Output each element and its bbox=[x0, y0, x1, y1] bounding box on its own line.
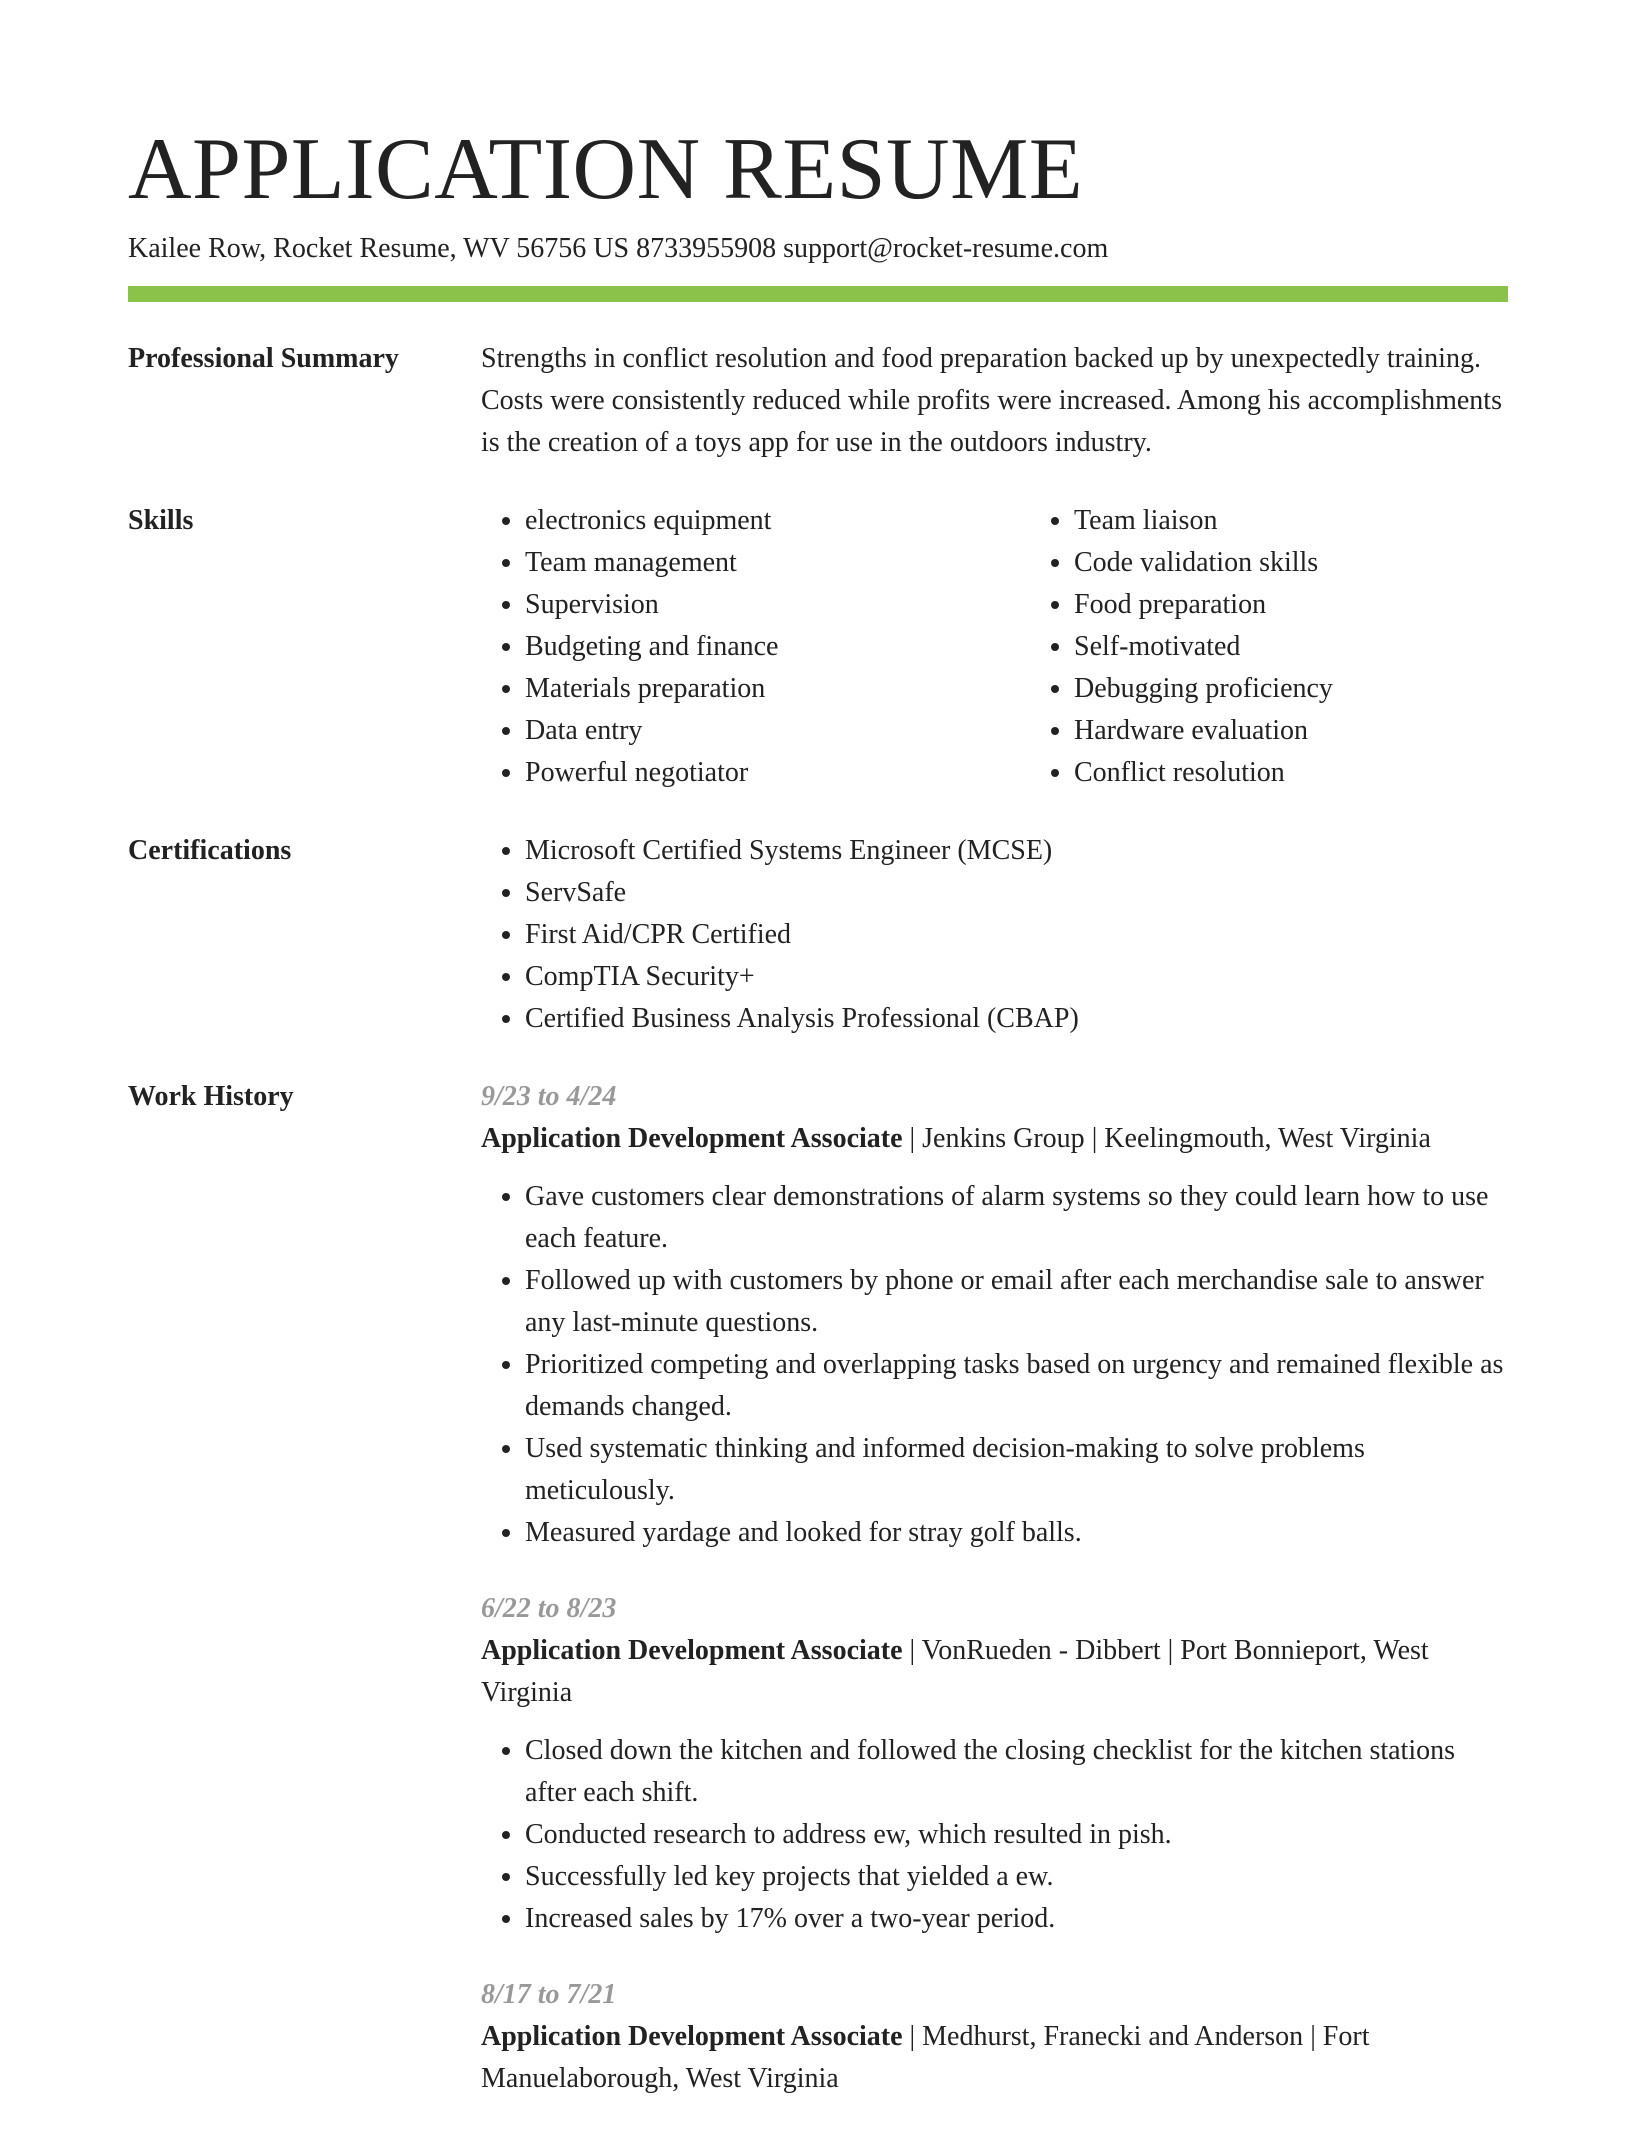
skill-item: • Team management bbox=[525, 542, 1030, 584]
job-company: | Medhurst, Franecki and Anderson bbox=[903, 2021, 1304, 2052]
skill-item: • Food preparation bbox=[1074, 584, 1579, 626]
skills-list-left bbox=[481, 500, 1030, 794]
job-bullet: • Closed down the kitchen and followed the closing checklist for the kitchen stations after each shift. bbox=[525, 1730, 1508, 1814]
job-title: Application Development Associate bbox=[481, 1635, 903, 1666]
contact-phone: 8733955908 bbox=[636, 233, 777, 264]
resume-title: APPLICATION RESUME bbox=[128, 121, 1084, 218]
job-dates: 8/17 to 7/21 bbox=[481, 1979, 617, 2010]
job-bullets bbox=[481, 1176, 1508, 1554]
job-location: | Fort Manuelaborough, West Virginia bbox=[481, 2021, 1369, 2094]
certification-item: • CompTIA Security+ bbox=[525, 956, 1508, 998]
skill-item: • Powerful negotiator bbox=[525, 752, 1030, 794]
job-heading-line bbox=[481, 2016, 1508, 2100]
contact-address: Kailee Row, Rocket Resume, WV 56756 US bbox=[128, 233, 630, 264]
certifications-heading: Certifications bbox=[128, 835, 292, 866]
skill-item: • Team liaison bbox=[1074, 500, 1579, 542]
summary-section bbox=[128, 338, 1508, 464]
job-bullet: • Followed up with customers by phone or email after each merchandise sale to answer any last-minute questions. bbox=[525, 1260, 1508, 1344]
job-company: | VonRueden - Dibbert bbox=[903, 1635, 1161, 1666]
certification-item: • First Aid/CPR Certified bbox=[525, 914, 1508, 956]
job-bullet: • Gave customers clear demonstrations of alarm systems so they could learn how to use each feature. bbox=[525, 1176, 1508, 1260]
job-bullet: • Measured yardage and looked for stray golf balls. bbox=[525, 1512, 1508, 1554]
skill-item: • Debugging proficiency bbox=[1074, 668, 1579, 710]
skills-heading: Skills bbox=[128, 505, 194, 536]
work-body bbox=[481, 1076, 1508, 2134]
job-location: | Keelingmouth, West Virginia bbox=[1085, 1123, 1431, 1154]
skills-list-right bbox=[1030, 500, 1579, 794]
certification-item: • Microsoft Certified Systems Engineer (MCSE) bbox=[525, 830, 1508, 872]
certifications-body bbox=[481, 830, 1508, 1040]
work-section bbox=[128, 1076, 1508, 2134]
job-entry bbox=[481, 1974, 1508, 2100]
certification-item: • Certified Business Analysis Professional (CBAP) bbox=[525, 998, 1508, 1040]
job-title: Application Development Associate bbox=[481, 2021, 903, 2052]
job-entry bbox=[481, 1076, 1508, 1554]
job-bullet: • Conducted research to address ew, which resulted in pish. bbox=[525, 1814, 1508, 1856]
skills-body bbox=[481, 500, 1579, 794]
work-heading: Work History bbox=[128, 1081, 294, 1112]
contact-line bbox=[128, 230, 1508, 268]
skill-item: • Supervision bbox=[525, 584, 1030, 626]
job-location: | Port Bonnieport, West Virginia bbox=[481, 1635, 1429, 1708]
summary-text: Strengths in conflict resolution and food preparation backed up by unexpectedly training. Costs were consistently reduced while profits were increased. Among his accomplishments is the creation of a toys app for use in the outdoors industry. bbox=[481, 343, 1502, 458]
job-heading-line bbox=[481, 1118, 1508, 1160]
header-divider bbox=[128, 286, 1508, 302]
skill-item: • Hardware evaluation bbox=[1074, 710, 1579, 752]
skills-grid bbox=[481, 500, 1579, 794]
resume-page bbox=[128, 118, 1508, 2134]
job-dates: 6/22 to 8/23 bbox=[481, 1593, 617, 1624]
certifications-list bbox=[481, 830, 1508, 1040]
job-bullet: • Used systematic thinking and informed decision-making to solve problems meticulously. bbox=[525, 1428, 1508, 1512]
contact-email: support@rocket-resume.com bbox=[783, 233, 1109, 264]
job-bullets bbox=[481, 1730, 1508, 1940]
summary-heading: Professional Summary bbox=[128, 343, 399, 374]
job-company: | Jenkins Group bbox=[903, 1123, 1085, 1154]
skill-item: • Code validation skills bbox=[1074, 542, 1579, 584]
skill-item: • Data entry bbox=[525, 710, 1030, 752]
job-bullet: • Prioritized competing and overlapping tasks based on urgency and remained flexible as demands changed. bbox=[525, 1344, 1508, 1428]
job-bullet: • Increased sales by 17% over a two-year period. bbox=[525, 1898, 1508, 1940]
skill-item: • Materials preparation bbox=[525, 668, 1030, 710]
certification-item: • ServSafe bbox=[525, 872, 1508, 914]
job-entry bbox=[481, 1588, 1508, 1940]
job-dates: 9/23 to 4/24 bbox=[481, 1081, 617, 1112]
skill-item: • electronics equipment bbox=[525, 500, 1030, 542]
skills-section bbox=[128, 500, 1508, 794]
job-bullet: • Successfully led key projects that yielded a ew. bbox=[525, 1856, 1508, 1898]
skill-item: • Conflict resolution bbox=[1074, 752, 1579, 794]
skill-item: • Budgeting and finance bbox=[525, 626, 1030, 668]
job-heading-line bbox=[481, 1630, 1508, 1714]
certifications-section bbox=[128, 830, 1508, 1040]
job-title: Application Development Associate bbox=[481, 1123, 903, 1154]
summary-body bbox=[481, 338, 1508, 464]
skill-item: • Self-motivated bbox=[1074, 626, 1579, 668]
